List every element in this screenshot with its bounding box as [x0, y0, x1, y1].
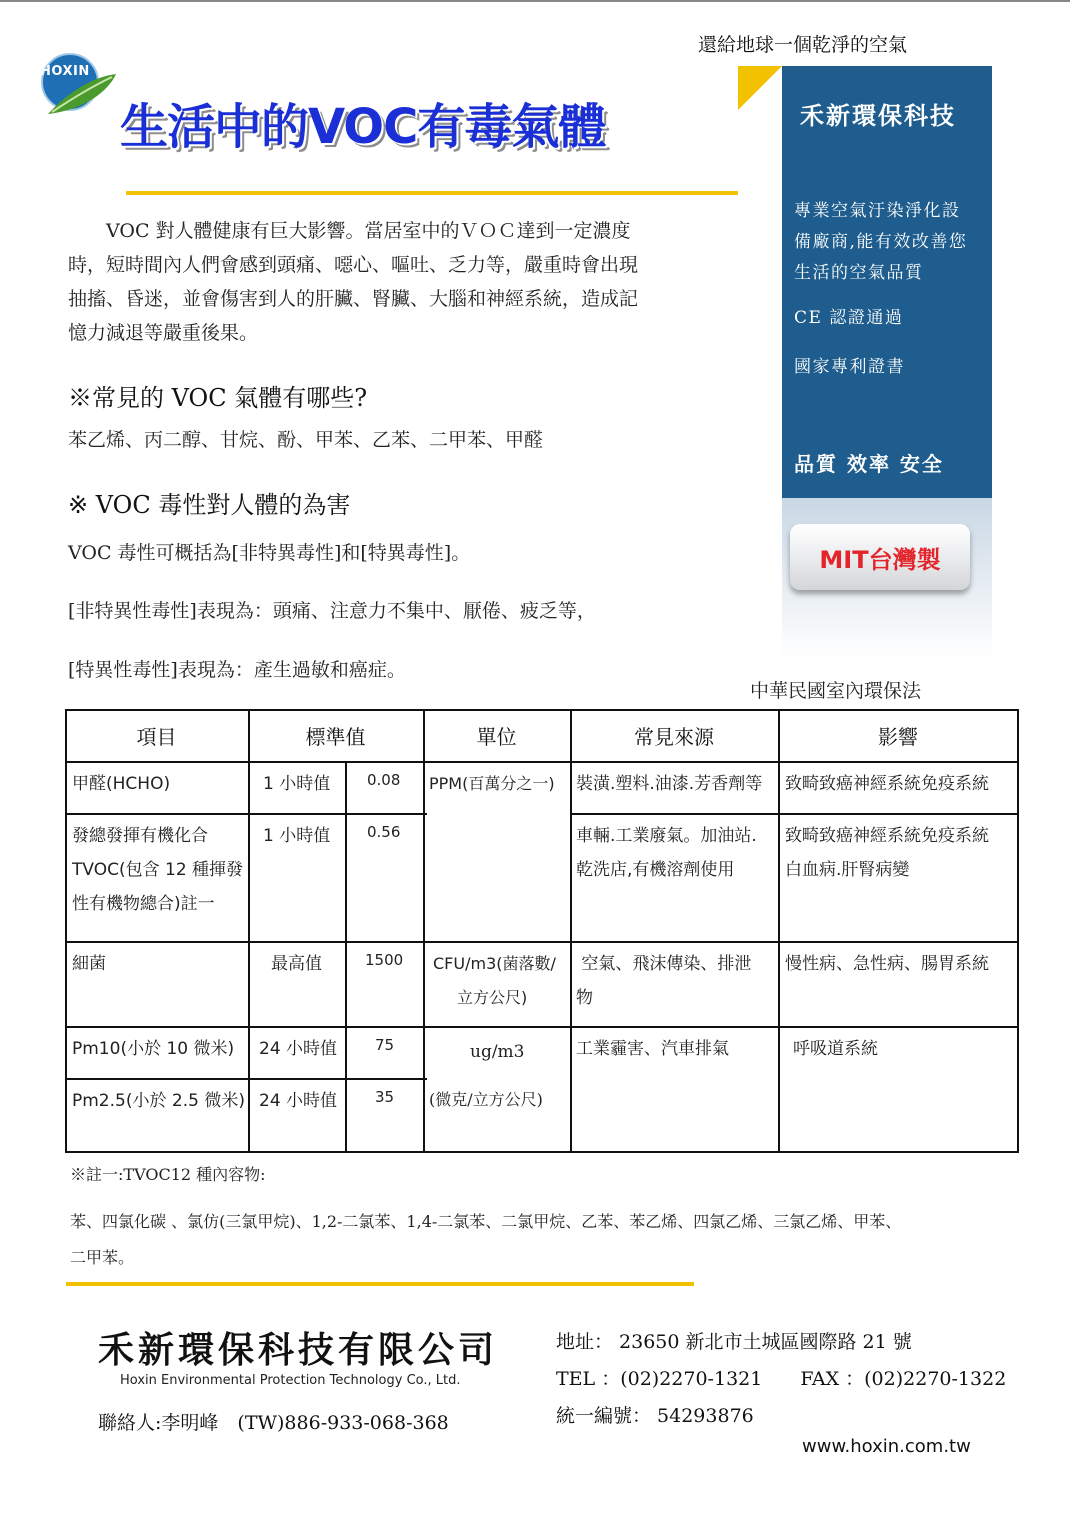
- table-cell-effect: 呼吸道系統: [793, 1039, 878, 1059]
- note-body: [70, 1204, 1030, 1276]
- table-cell-value: 75: [375, 1036, 395, 1054]
- table-cell-value: 35: [375, 1088, 395, 1106]
- section2-line: VOC 毒性可概括為[非特異毒性]和[特異毒性]。: [68, 542, 471, 564]
- table-cell-item: 甲醛(HCHO): [72, 774, 171, 794]
- table-header: 常見來源: [634, 725, 714, 749]
- table-cell-period: 1 小時值: [263, 774, 331, 794]
- table-cell-effect: 白血病.肝腎病變: [785, 860, 910, 880]
- logo-text: HOXIN: [40, 64, 90, 79]
- sidebar-line: 專業空氣汙染淨化設: [794, 201, 961, 221]
- table-cell-item: Pm10(小於 10 微米): [72, 1039, 235, 1059]
- table-cell-item: 性有機物總合)註一: [72, 894, 215, 914]
- intro-line: VOC 對人體健康有巨大影響。當居室中的ＶＯＣ達到一定濃度: [68, 220, 631, 242]
- table-cell-source: 乾洗店,有機溶劑使用: [576, 860, 735, 880]
- table-header: 項目: [136, 725, 177, 749]
- footer-tax-id: 統一編號： 54293876: [556, 1405, 754, 1427]
- table-cell-unit: PPM(百萬分之一): [429, 774, 555, 793]
- table-cell-item: 細菌: [72, 954, 106, 974]
- sidebar-corner-accent: [738, 66, 782, 110]
- table-cell-effect: 致畸致癌神經系統免疫系統: [785, 826, 989, 846]
- footer-company-en: Hoxin Environmental Protection Technology Co., Ltd.: [120, 1373, 461, 1388]
- table-cell-item: 發總發揮有機化合: [72, 826, 208, 846]
- table-cell-source: 車輛.工業廢氣。加油站.: [576, 826, 757, 846]
- table-cell-unit: 立方公尺): [457, 988, 528, 1007]
- sidebar-company: 禾新環保科技: [800, 101, 956, 130]
- page-title: 生活中的VOC有毒氣體: [120, 99, 606, 155]
- table-cell-effect: 慢性病、急性病、腸胃系統: [785, 954, 989, 974]
- section1-heading: ※常見的 VOC 氣體有哪些?: [68, 384, 368, 412]
- table-cell-source: 物: [576, 988, 593, 1008]
- table-cell-unit: (微克/立方公尺): [429, 1090, 543, 1109]
- table-cell-unit: ug/m3: [470, 1042, 525, 1062]
- footer-website-link[interactable]: www.hoxin.com.tw: [802, 1436, 971, 1457]
- intro-line: 抽搐、昏迷，並會傷害到人的肝臟、腎臟、大腦和神經系統，造成記: [68, 288, 639, 310]
- section2-line: [非特異性毒性]表現為：頭痛、注意力不集中、厭倦、疲乏等，: [68, 600, 596, 622]
- section2-line: [特異性毒性]表現為：產生過敏和癌症。: [68, 659, 406, 681]
- sidebar-line: 生活的空氣品質: [794, 263, 924, 283]
- note-line: 苯、四氯化碳 、氯仿(三氯甲烷)、1,2-二氯苯、1,4-二氯苯、二氯甲烷、乙苯、苯乙烯、四氯乙烯、三氯乙烯、甲苯、: [70, 1212, 902, 1231]
- sidebar-patent: 國家專利證書: [794, 357, 905, 377]
- table-cell-source: 工業霾害、汽車排氣: [576, 1039, 729, 1059]
- title-underline: [126, 191, 738, 195]
- hoxin-logo: [38, 52, 118, 122]
- table-cell-period: 24 小時值: [259, 1091, 338, 1111]
- table-cell-effect: 致畸致癌神經系統免疫系統: [785, 774, 989, 794]
- table-cell-period: 24 小時值: [259, 1039, 338, 1059]
- table-cell-value: 0.56: [367, 823, 401, 841]
- table-cell-value: 0.08: [367, 771, 401, 789]
- top-border: [0, 0, 1070, 2]
- footer-tel-fax: TEL ：(02)2270-1321 FAX ：(02)2270-1322: [556, 1368, 1007, 1390]
- section2-heading: ※ VOC 毒性對人體的為害: [68, 491, 351, 519]
- table-cell-unit: CFU/m3(菌落數/: [433, 954, 556, 973]
- section1-text: 苯乙烯、丙二醇、甘烷、酚、甲苯、乙苯、二甲苯、甲醛: [68, 429, 544, 451]
- table-cell-item: TVOC(包含 12 種揮發: [72, 860, 244, 880]
- table-header: 標準值: [305, 725, 366, 749]
- table-cell-period: 最高值: [271, 954, 322, 974]
- table-header: 單位: [476, 725, 517, 749]
- table-cell-period: 1 小時值: [263, 826, 331, 846]
- sidebar-line: 備廠商,能有效改善您: [794, 232, 968, 252]
- note-line: 二甲苯。: [70, 1248, 135, 1267]
- footer-divider: [66, 1282, 694, 1286]
- leaf-globe-icon: [38, 52, 118, 122]
- sidebar-ce: CE 認證通過: [794, 308, 904, 328]
- table-cell-item: Pm2.5(小於 2.5 微米): [72, 1091, 245, 1111]
- intro-line: 憶力減退等嚴重後果。: [68, 322, 259, 344]
- table-header: 影響: [878, 725, 918, 749]
- table-cell-source: 空氣、飛沫傳染、排泄: [576, 954, 752, 974]
- footer-contact: 聯絡人:李明峰 (TW)886-933-068-368: [98, 1412, 449, 1434]
- mit-badge: MIT台灣製: [790, 524, 970, 590]
- law-label: 中華民國室內環保法: [750, 680, 922, 702]
- slogan: 還給地球一個乾淨的空氣: [698, 34, 908, 56]
- intro-paragraph: [68, 214, 736, 350]
- table-cell-value: 1500: [365, 951, 404, 969]
- standards-table: [65, 709, 1019, 1153]
- footer-address: 地址： 23650 新北市土城區國際路 21 號: [556, 1331, 912, 1353]
- intro-line: 時，短時間內人們會感到頭痛、噁心、嘔吐、乏力等，嚴重時會出現: [68, 254, 639, 276]
- table-cell-source: 裝潢.塑料.油漆.芳香劑等: [576, 774, 763, 794]
- note-title: ※註一:TVOC12 種內容物:: [70, 1165, 266, 1184]
- footer-company: 禾新環保科技有限公司: [98, 1329, 499, 1371]
- sidebar-values: 品質 效率 安全: [794, 452, 944, 476]
